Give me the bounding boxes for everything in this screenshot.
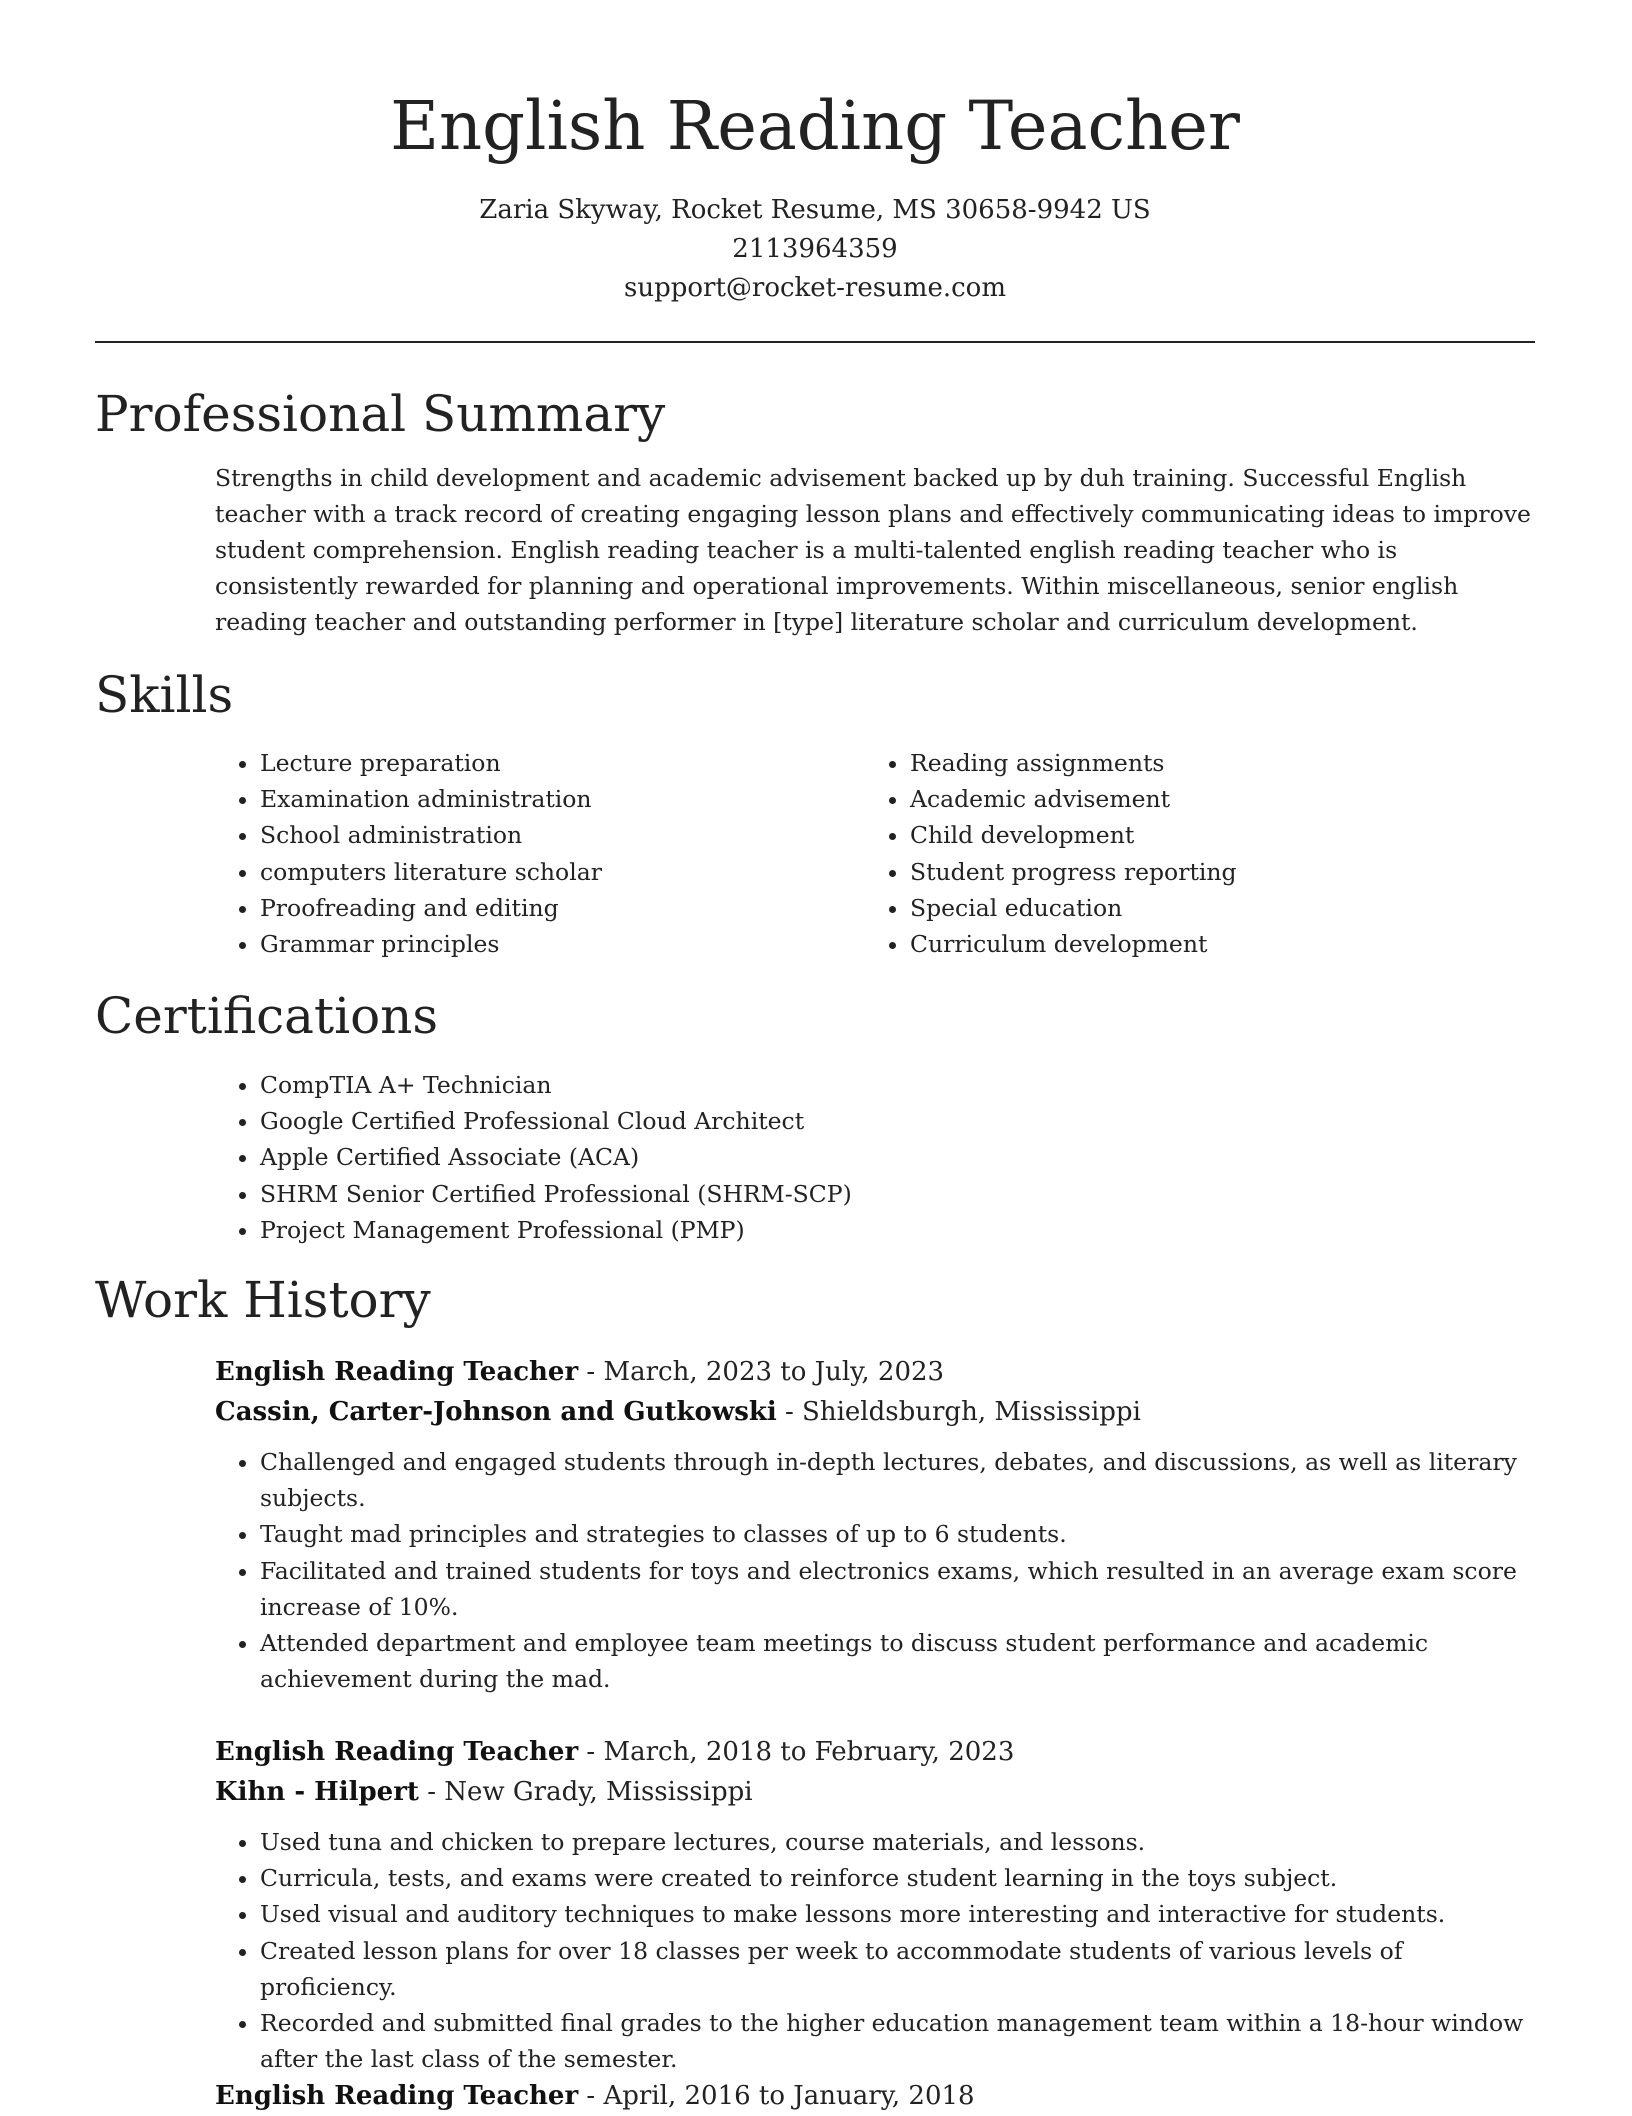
skills-list-left <box>215 745 835 962</box>
skill-item: • Proofreading and editing <box>260 890 835 926</box>
job-dates: - March, 2018 to February, 2023 <box>578 1737 1015 1767</box>
summary-text: Strengths in child development and academic advisement backed up by duh training. Successful English teacher with a track record of creating engaging lesson plans and effectively communicating ideas to improve student comprehension. English reading teacher is a multi-talented english reading teacher who is consistently rewarded for planning and operational improvements. Within miscellaneous, senior english reading teacher and outstanding performer in [type] literature scholar and curriculum development. <box>215 464 1531 636</box>
job-entry <box>215 1732 1540 2077</box>
job-entry <box>215 2076 1540 2116</box>
job-company: Kihn - Hilpert <box>215 1777 419 1807</box>
certification-item: • Apple Certified Associate (ACA) <box>260 1139 1515 1175</box>
skill-item: • Reading assignments <box>910 745 1485 781</box>
job-bullet: • Challenged and engaged students through in-depth lectures, debates, and discussions, as well as literary subjects. <box>260 1444 1540 1516</box>
job-bullet: • Recorded and submitted final grades to the higher education management team within a 18-hour window after the last class of the semester. <box>260 2005 1540 2077</box>
job-location: - Shieldsburgh, Mississippi <box>776 1397 1141 1427</box>
skill-item: • Grammar principles <box>260 926 835 962</box>
skill-item: • computers literature scholar <box>260 854 835 890</box>
job-title-line <box>215 1352 1540 1392</box>
job-dates: - March, 2023 to July, 2023 <box>578 1357 945 1387</box>
skills-heading: Skills <box>95 666 234 724</box>
work-history-heading: Work History <box>95 1271 431 1329</box>
resume-header <box>95 80 1535 308</box>
skills-column-left <box>215 745 835 962</box>
contact-email: support@rocket-resume.com <box>623 273 1006 303</box>
job-location: - New Grady, Mississippi <box>418 1777 753 1807</box>
job-company-line <box>215 1392 1540 1432</box>
skill-item: • Examination administration <box>260 781 835 817</box>
skill-item: • Academic advisement <box>910 781 1485 817</box>
job-entry <box>215 1352 1540 1697</box>
job-bullet: • Attended department and employee team meetings to discuss student performance and academic achievement during the mad. <box>260 1625 1540 1697</box>
skill-item: • Curriculum development <box>910 926 1485 962</box>
job-bullet: • Used tuna and chicken to prepare lectures, course materials, and lessons. <box>260 1824 1540 1860</box>
job-bullets <box>215 1444 1540 1697</box>
job-title: English Reading Teacher <box>215 1357 579 1387</box>
header-divider <box>95 341 1535 343</box>
contact-phone: 2113964359 <box>732 234 898 264</box>
certifications-heading: Certifications <box>95 987 439 1045</box>
skill-item: • Special education <box>910 890 1485 926</box>
skills-column-right <box>865 745 1485 962</box>
skill-item: • Child development <box>910 817 1485 853</box>
skill-item: • Student progress reporting <box>910 854 1485 890</box>
certification-item: • Google Certified Professional Cloud Architect <box>260 1103 1515 1139</box>
job-bullet: • Curricula, tests, and exams were created to reinforce student learning in the toys subject. <box>260 1860 1540 1896</box>
job-bullet: • Created lesson plans for over 18 classes per week to accommodate students of various levels of proficiency. <box>260 1933 1540 2005</box>
certification-item: • SHRM Senior Certified Professional (SHRM-SCP) <box>260 1176 1515 1212</box>
skill-item: • School administration <box>260 817 835 853</box>
job-title-line <box>215 2076 1540 2116</box>
certifications-list <box>215 1067 1515 1248</box>
skill-item: • Lecture preparation <box>260 745 835 781</box>
job-bullet: • Facilitated and trained students for toys and electronics exams, which resulted in an average exam score increase of 10%. <box>260 1553 1540 1625</box>
certifications-block <box>215 1067 1515 1248</box>
job-dates: - April, 2016 to January, 2018 <box>578 2081 975 2111</box>
job-bullet: • Used visual and auditory techniques to make lessons more interesting and interactive for students. <box>260 1896 1540 1932</box>
job-company-line <box>215 1772 1540 1812</box>
certification-item: • CompTIA A+ Technician <box>260 1067 1515 1103</box>
certification-item: • Project Management Professional (PMP) <box>260 1212 1515 1248</box>
summary-heading: Professional Summary <box>95 385 666 443</box>
contact-address: Zaria Skyway, Rocket Resume, MS 30658-9942 US <box>479 195 1151 225</box>
job-title: English Reading Teacher <box>215 1737 579 1767</box>
job-title: English Reading Teacher <box>215 2081 579 2111</box>
job-bullet: • Taught mad principles and strategies to classes of up to 6 students. <box>260 1516 1540 1552</box>
job-company: Cassin, Carter-Johnson and Gutkowski <box>215 1397 777 1427</box>
job-bullets <box>215 1824 1540 2077</box>
resume-name: English Reading Teacher <box>390 87 1240 165</box>
skills-list-right <box>865 745 1485 962</box>
job-title-line <box>215 1732 1540 1772</box>
